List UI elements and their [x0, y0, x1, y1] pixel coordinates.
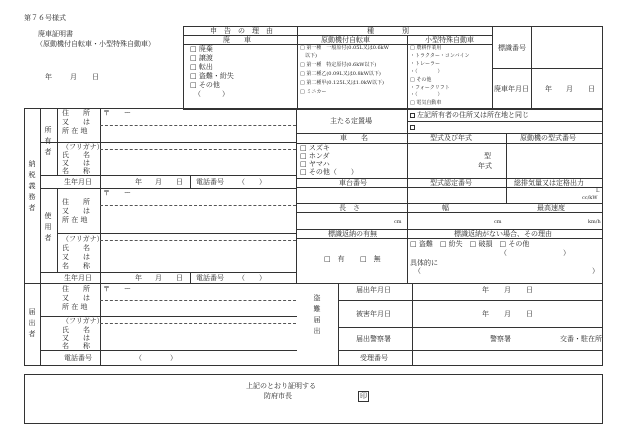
owner-birth-label: 生年月日	[64, 178, 92, 186]
special-item[interactable]: □ 電気自動車	[410, 100, 442, 106]
cert-number-label: 型式認定番号	[430, 179, 472, 187]
reason-heading: 申 告 の 理 由	[210, 27, 273, 35]
receipt-number-label: 受理番号	[360, 354, 388, 362]
maker-other[interactable]: □ その他（ ）	[300, 168, 358, 176]
owner-side-label: 所有者	[44, 126, 52, 159]
max-speed-label: 最高速度	[537, 204, 565, 212]
owner-name-label-2: 又 は	[62, 159, 90, 167]
no-return-other-input[interactable]: （ ）	[500, 249, 570, 257]
owner-address-label-3: 所 在 地	[62, 127, 88, 135]
form-number: 第７６号様式	[24, 14, 66, 22]
special-item: ・フォークリフト	[410, 85, 450, 91]
detail-close: ）	[592, 267, 599, 275]
storage-same-checkbox[interactable]	[410, 113, 415, 118]
page-subtitle: （原動機付自転車・小型特殊自動車）	[36, 40, 155, 48]
user-name-label: 氏 名	[62, 244, 90, 252]
special-item[interactable]: □ その他	[410, 77, 432, 83]
user-birth-day: 日	[176, 274, 183, 282]
user-birth-year: 年	[135, 274, 142, 282]
reporter-postal[interactable]: 〒 ー	[103, 285, 131, 293]
special-heading: 小型特殊自動車	[425, 36, 474, 44]
type-unit: 型	[484, 152, 491, 160]
special-item: ・（ ）	[410, 69, 443, 75]
issue-month-label: 月	[70, 73, 77, 81]
theft-damage-year: 年	[482, 310, 489, 318]
owner-birth-year: 年	[135, 178, 142, 186]
certify-text: 上記のとおり証明する	[246, 382, 316, 390]
reason-item-transfer[interactable]: □ 譲渡	[190, 54, 213, 62]
scrap-year: 年	[545, 85, 552, 93]
moped-item[interactable]: □ 第二種甲(0.125L又は1.0kW以下)	[300, 80, 384, 86]
theft-damage-date-label: 被害年月日	[356, 310, 391, 318]
user-name-label-3: 名 称	[62, 262, 90, 270]
reason-other-input[interactable]: （ ）	[194, 90, 229, 98]
police-station-unit: 警察署	[490, 335, 511, 343]
no-return-reason-label: 標識返納がない場合、その理由	[454, 230, 552, 238]
disp-unit-l: L	[596, 188, 600, 194]
displacement-label: 総排気量又は定格出力	[514, 179, 584, 187]
user-furigana-label: （フリガナ）	[62, 235, 104, 243]
type-year-label: 型式及び年式	[430, 134, 472, 142]
special-item[interactable]: □ 農耕作業用	[410, 45, 442, 51]
owner-phone-label: 電話番号	[196, 178, 224, 186]
user-postal[interactable]: 〒 ー	[103, 189, 131, 197]
owner-name-label: 氏 名	[62, 151, 90, 159]
reason-item-theft[interactable]: □ 盗難・紛失	[190, 72, 234, 80]
length-unit: cm	[394, 219, 402, 225]
frame-number-label: 車台番号	[339, 179, 367, 187]
reporter-name-label-3: 名 称	[62, 342, 90, 350]
plate-number-label: 標識番号	[498, 44, 526, 52]
owner-furigana-label: （フリガナ）	[62, 143, 104, 151]
owner-address-label-2: 又 は	[62, 118, 90, 126]
disp-unit-cc: cc/kW	[582, 195, 598, 201]
user-phone-label: 電話番号	[196, 274, 224, 282]
reason-item-moveout[interactable]: □ 転出	[190, 63, 213, 71]
user-address-label-2: 又 は	[62, 207, 90, 215]
user-address-label: 住 所	[62, 198, 90, 206]
reporter-address-label-2: 又 は	[62, 294, 90, 302]
no-return-reasons[interactable]: □ 盗難 □ 紛失 □ 破損 □ その他	[410, 240, 530, 248]
owner-birth-month: 月	[155, 178, 162, 186]
issue-day-label: 日	[92, 73, 99, 81]
issue-year-label: 年	[45, 73, 52, 81]
detail-label: 具体的に	[410, 259, 438, 267]
user-address-label-3: 所 在 地	[62, 216, 88, 224]
speed-unit: km/h	[588, 219, 601, 225]
reason-item-dispose[interactable]: □ 廃棄	[190, 45, 213, 53]
owner-postal[interactable]: 〒 ー	[103, 109, 131, 117]
engine-type-label: 原動機の型式番号	[520, 134, 576, 142]
year-unit: 年式	[478, 162, 492, 170]
reporter-name-label: 氏 名	[62, 326, 90, 334]
theft-report-day: 日	[526, 286, 533, 294]
reporter-side-label: 届出者	[28, 308, 36, 341]
owner-name-label-3: 名 称	[62, 167, 90, 175]
user-birth-label: 生年月日	[64, 274, 92, 282]
length-label: 長 さ	[339, 204, 360, 212]
storage-same-option[interactable]: 左記所有者の住所又は所在地と同じ	[410, 112, 529, 119]
detail-open[interactable]: （	[414, 267, 421, 275]
special-item: ・トレーラー	[410, 61, 441, 67]
plate-return-yes[interactable]: □ 有	[324, 255, 345, 263]
moped-item[interactable]: □ 第一種 一般原付(0.05L又は0.6kW	[300, 45, 389, 51]
plate-return-label: 標識返納の有無	[328, 230, 377, 238]
user-name-label-2: 又 は	[62, 253, 90, 261]
theft-damage-day: 日	[526, 310, 533, 318]
reporter-phone-label: 電話番号	[64, 354, 92, 362]
theft-report-date-label: 届出年月日	[356, 286, 391, 294]
reason-item-other[interactable]: □ その他	[190, 81, 220, 89]
theft-side-label: 盗難届出	[313, 294, 321, 338]
storage-other-checkbox[interactable]	[410, 125, 415, 130]
moped-item[interactable]: □ 第一種 特定原付(0.6kW以下)	[300, 62, 377, 68]
koban-unit: 交番・駐在所	[560, 335, 602, 343]
mayor-text: 防府市長	[264, 392, 292, 400]
maker-suzuki[interactable]: □ スズキ	[300, 144, 330, 152]
scrap-day: 日	[588, 85, 595, 93]
reporter-phone-input[interactable]: （ ）	[135, 354, 177, 362]
reporter-address-label: 住 所	[62, 285, 90, 293]
maker-honda[interactable]: □ ホンダ	[300, 152, 330, 160]
storage-other-option[interactable]	[410, 124, 417, 131]
reporter-address-label-3: 所 在 地	[62, 303, 88, 311]
special-item: ・トラクター・コンバイン	[410, 53, 470, 59]
theft-damage-month: 月	[504, 310, 511, 318]
taxpayer-side-label: 納税義務者	[28, 160, 36, 215]
owner-address-label: 住 所	[62, 109, 90, 117]
maker-yamaha[interactable]: □ ヤマハ	[300, 160, 330, 168]
moped-item[interactable]: □ 第二種乙(0.09L又は0.8kW以下)	[300, 71, 381, 77]
scrap-month: 月	[566, 85, 573, 93]
owner-birth-day: 日	[176, 178, 183, 186]
category-heading: 種 別	[367, 27, 409, 35]
theft-report-year: 年	[482, 286, 489, 294]
page-title: 廃車証明書	[38, 30, 73, 38]
moped-item: 以下)	[300, 53, 317, 59]
width-label: 幅	[442, 204, 449, 212]
moped-heading: 原動機付自転車	[321, 36, 370, 44]
police-station-label: 届出警察署	[356, 335, 391, 343]
user-side-label: 使用者	[44, 212, 52, 245]
width-unit: cm	[494, 219, 502, 225]
plate-return-no[interactable]: □ 無	[360, 255, 381, 263]
official-seal: 印	[360, 392, 367, 400]
reason-sub-heading: 廃 車	[223, 36, 251, 44]
reporter-furigana-label: （フリガナ）	[62, 317, 104, 325]
special-item: ・（ ）	[410, 92, 443, 98]
user-birth-month: 月	[155, 274, 162, 282]
maker-label: 車 名	[340, 134, 368, 142]
reporter-name-label-2: 又 は	[62, 334, 90, 342]
user-phone-input[interactable]: （ ）	[238, 274, 266, 282]
theft-report-month: 月	[504, 286, 511, 294]
storage-label: 主たる定置場	[330, 117, 372, 125]
scrap-date-label: 廃車年月日	[494, 85, 529, 93]
moped-item[interactable]: □ ミニカー	[300, 89, 327, 95]
owner-phone-input[interactable]: （ ）	[238, 178, 266, 186]
